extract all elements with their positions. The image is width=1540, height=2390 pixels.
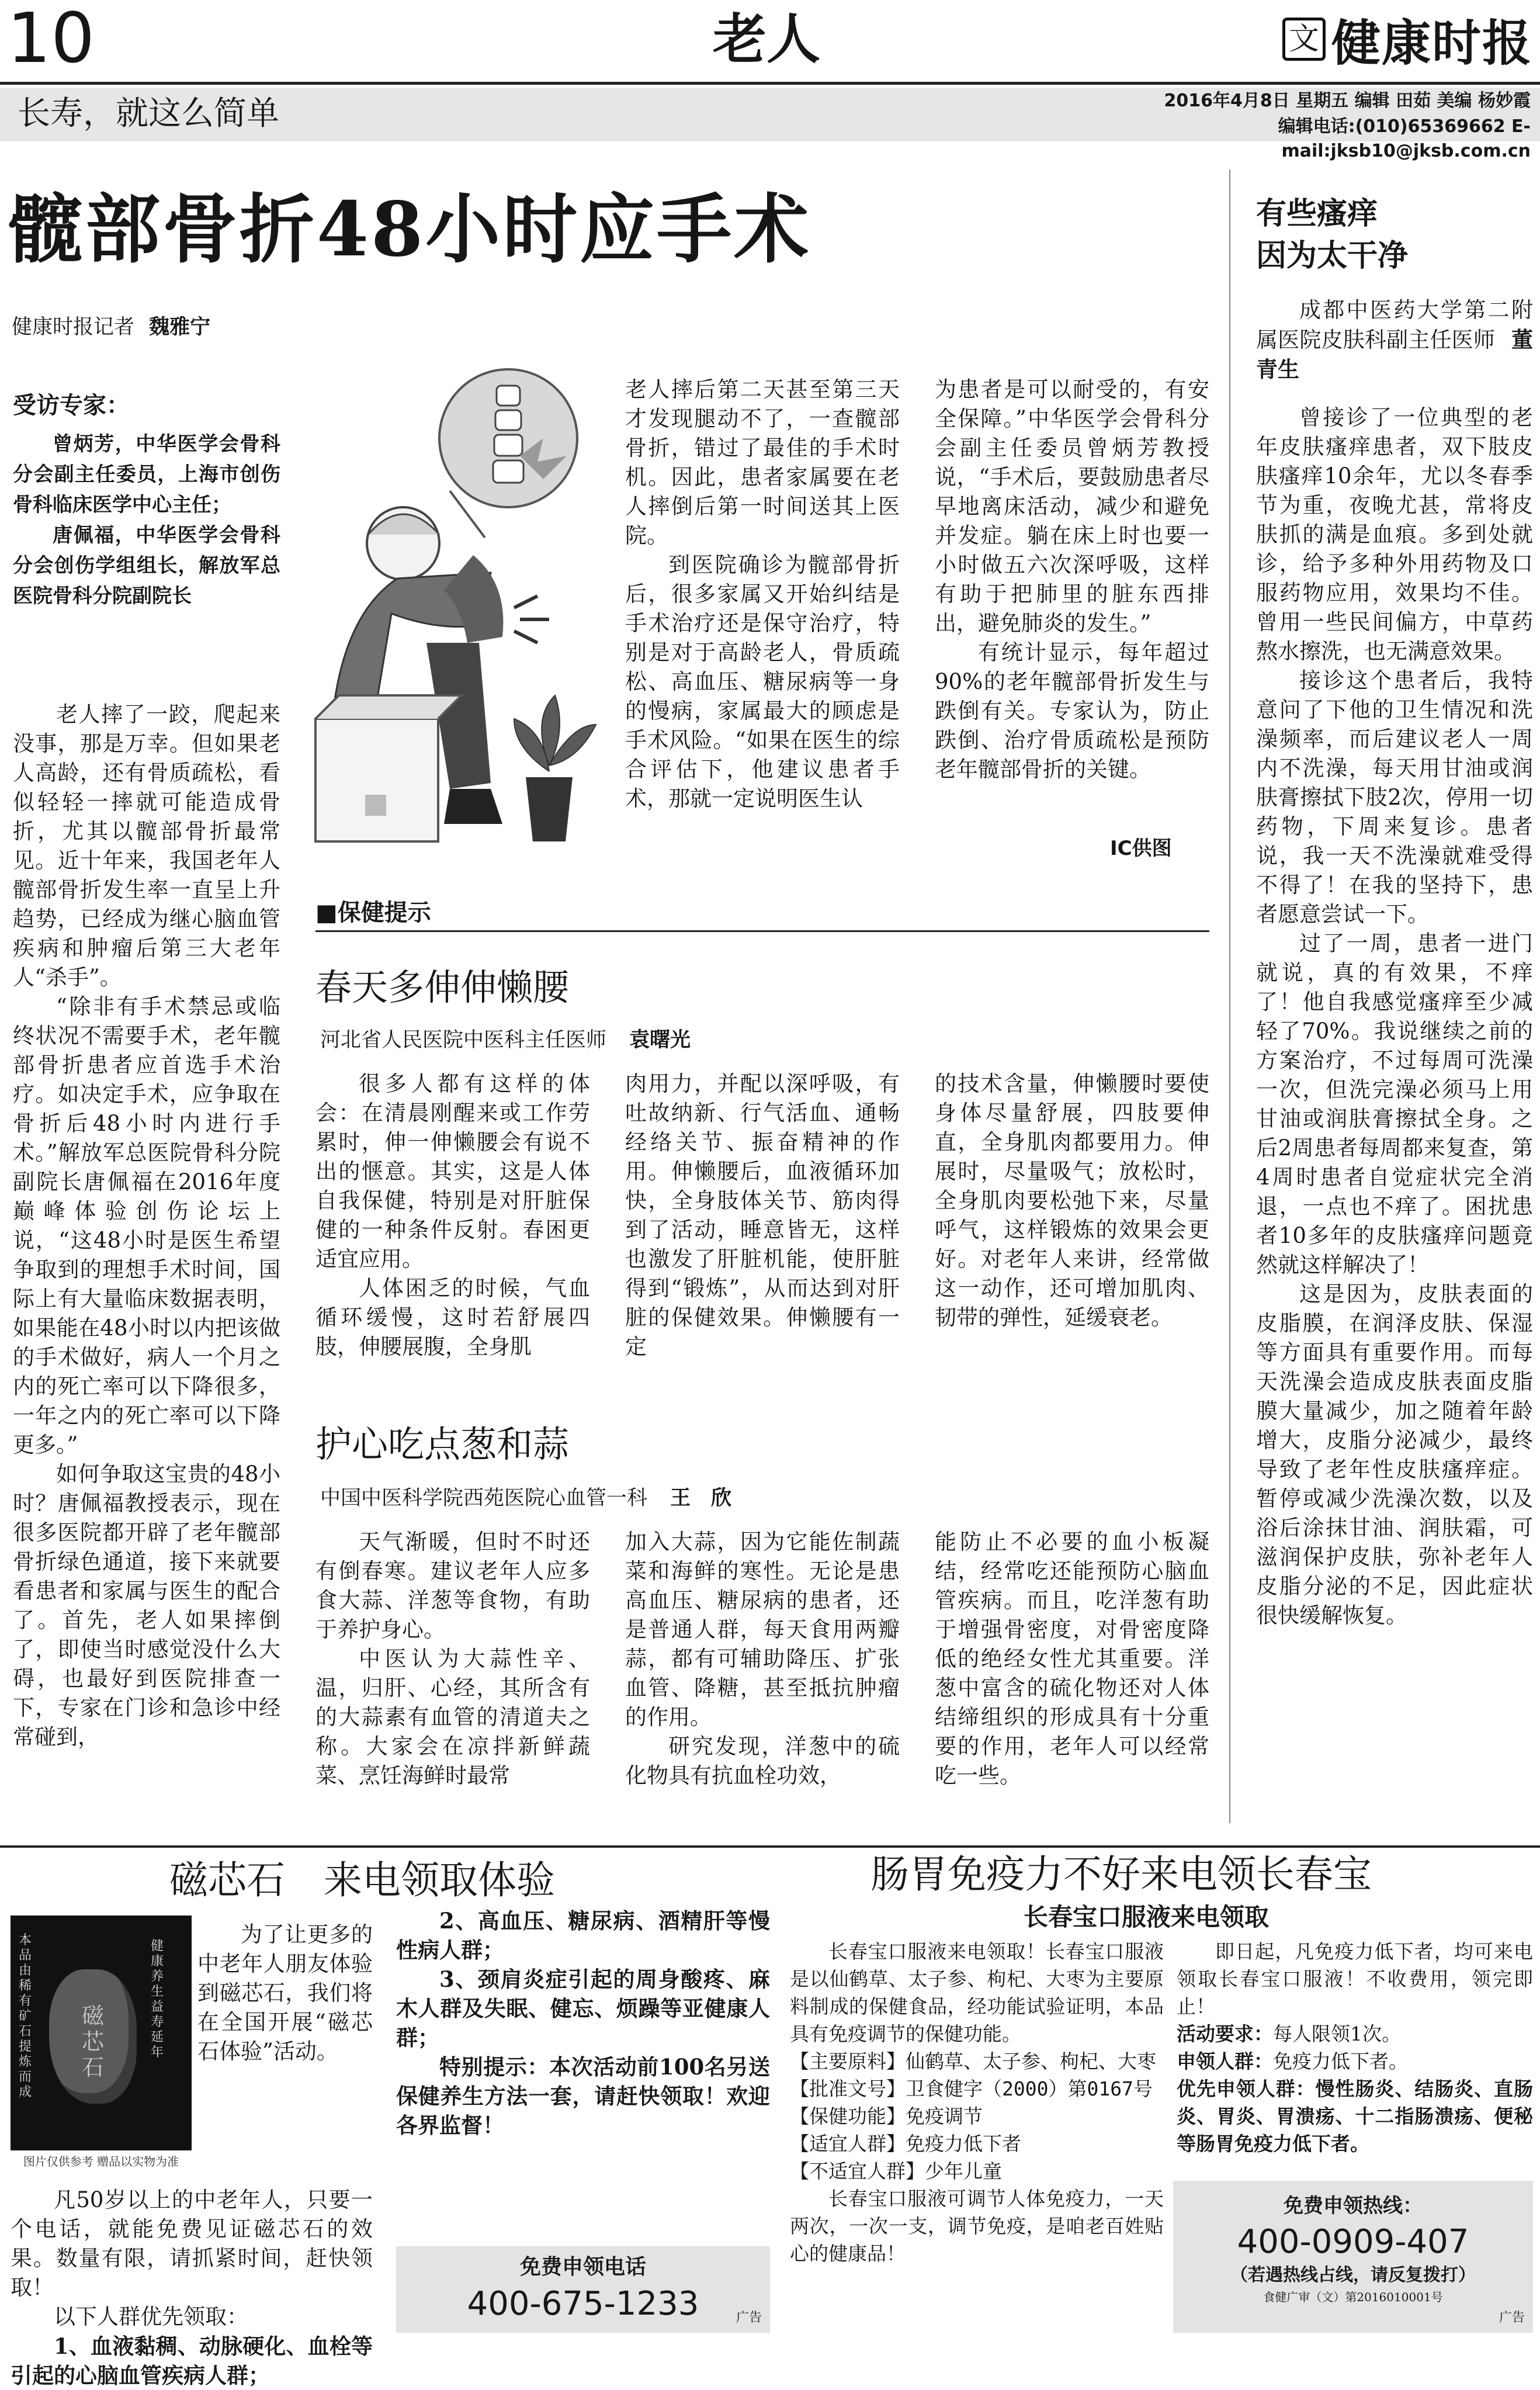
tip2-col1-p2: 中医认为大蒜性辛、温，归肝、心经，其所含有的大蒜素有血管的清道夫之称。大家会在凉拌新鲜蔬菜、烹饪海鲜时最常 — [315, 1646, 590, 1788]
main-col-1 — [13, 700, 280, 1752]
main-col1-p3: 如何争取这宝贵的48小时？唐佩福教授表示，现在很多医院都开辟了老年髋部骨折绿色通道，接下来就要看患者和家属与医生的配合了。首先，老人如果摔倒了，即使当时感觉没什么大碍，也最好到医院排查一下，专家在门诊和急诊中经常碰到， — [13, 1461, 280, 1750]
tip1-col3-p1: 的技术含量，伸懒腰时要使身体尽量舒展，四肢要伸直，全身肌肉都要用力。伸展时，尽量吸气；放松时，全身肌肉要松弛下来，尽量呼气，这样锻炼的效果会更好。对老年人来讲，经常做这一动作，还可增加肌肉、韧带的弹性，延缓衰老。 — [935, 1071, 1209, 1330]
ad-left-phone: 400-675-1233 — [467, 2285, 699, 2323]
ad-right-license: 食健广审（文）第2016010001号 — [1263, 2290, 1443, 2304]
article-illustration — [310, 368, 613, 877]
byline-label: 健康时报记者 — [12, 316, 135, 339]
tip2-col2-p2: 研究发现，洋葱中的硫化物具有抗血栓功效， — [625, 1734, 900, 1788]
section-title: 老人 — [713, 8, 821, 71]
ad-right-title: 肠胃免疫力不好来电领长春宝 — [870, 1852, 1372, 1897]
main-col3-p2: 到医院确诊为髋部骨折后，很多家属又开始纠结是手术治疗还是保守治疗，特别是对于高龄老人，骨质疏松、高血压、糖尿病等一身的慢病，家属最大的顾虑是手术风险。“如果在医生的综合评估下，他建议患者手术，那就一定说明医生认 — [625, 552, 900, 811]
byline-name: 魏雅宁 — [149, 316, 211, 339]
ad-right-crowd-label: 申领人群： — [1177, 2050, 1273, 2073]
side-title-line1: 有些瘙痒 — [1256, 196, 1378, 231]
ad-left-p3: 以下人群优先领取： — [54, 2304, 248, 2329]
ad-right-subtitle: 长春宝口服液来电领取 — [1024, 1903, 1270, 1931]
main-byline — [12, 311, 210, 340]
ad-right-req-label: 活动要求： — [1177, 2022, 1273, 2045]
tip1-author-label: 河北省人民医院中医科主任医师 — [320, 1028, 607, 1052]
ad-right-ad-mark: 广告 — [1499, 2311, 1525, 2325]
tip1-col-3 — [935, 1069, 1209, 1332]
ad-right-req-value: 每人限领1次。 — [1273, 2022, 1401, 2045]
side-author — [1256, 296, 1533, 385]
ad-right-right-p1: 即日起，凡免疫力低下者，均可来电领取长春宝口服液！不收费用，领完即止！ — [1177, 1940, 1533, 2018]
tip1-author-name: 袁曙光 — [629, 1028, 691, 1052]
ad-right-req — [1177, 2020, 1533, 2048]
expert-2: 唐佩福，中华医学会骨科分会创伤学组组长，解放军总医院骨科分院副院长 — [13, 524, 280, 608]
side-author-desc: 成都中医药大学第二附属医院皮肤科副主任医师 — [1256, 297, 1533, 352]
main-col3-p1: 老人摔后第二天甚至第三天才发现腿动不了，一查髋部骨折，错过了最佳的手术时机。因此，患者家属要在老人摔倒后第一时间送其上医院。 — [625, 377, 900, 548]
main-col4-p2: 有统计显示，每年超过90%的老年髋部骨折发生与跌倒有关。专家认为，防止跌倒、治疗骨质疏松是预防老年髋部骨折的关键。 — [935, 640, 1209, 782]
ad-right-spec1: 【主要原料】仙鹤草、太子参、枸杞、大枣 — [790, 2050, 1156, 2073]
ad-left-text-2 — [11, 2185, 373, 2390]
ad-right-spec5: 【不适宜人群】少年儿童 — [790, 2160, 1002, 2183]
side-p4: 这是因为，皮肤表面的皮脂膜，在润泽皮肤、保湿等方面具有重要作用。而每天洗澡会造成皮肤表面皮脂膜大量减少，加之随着年龄增大，皮脂分泌减少，最终导致了老年性皮肤瘙痒症。暂停或减少洗澡次数，以及浴后涂抹甘油、润肤霜，可滋润保护皮肤，弥补老年人皮脂分泌的不足，因此症状很快缓解恢复。 — [1256, 1281, 1533, 1628]
tip1-title: 春天多伸伸懒腰 — [315, 966, 570, 1009]
side-column-rule — [1229, 169, 1230, 1823]
ad-right-phone: 400-0909-407 — [1237, 2223, 1469, 2261]
tip2-byline — [320, 1482, 731, 1511]
ad-left-image-text3: 健康养生 益寿延年 — [151, 1939, 164, 2060]
ad-left-ad-mark: 广告 — [736, 2311, 762, 2325]
ad-right-priority: 优先申领人群：慢性肠炎、结肠炎、直肠炎、胃炎、胃溃疡、十二指肠溃疡、便秘等肠胃免疫力低下者。 — [1177, 2077, 1533, 2155]
ad-right-right-col — [1177, 1938, 1533, 2157]
expert-1: 曾炳芳，中华医学会骨科分会副主任委员，上海市创伤骨科临床医学中心主任； — [13, 432, 280, 517]
ad-left-phone-label: 免费申领电话 — [519, 2255, 646, 2279]
side-title-line2: 因为太干净 — [1256, 238, 1409, 273]
ad-left-p2: 凡50岁以上的中老年人，只要一个电话，就能免费见证磁芯石的效果。数量有限，请抓紧时间，赶快领取！ — [11, 2187, 373, 2300]
side-p1: 曾接诊了一位典型的老年皮肤瘙痒患者，双下肢皮肤瘙痒10余年，尤以冬春季节为重，夜晚尤甚，常将皮肤抓的满是血痕。多到处就诊，给予多种外用药物及口服药物应用，效果均不佳。曾用一些民间偏方，中草药熬水擦洗，也无满意效果。 — [1256, 405, 1533, 664]
tip2-author-name: 王 欣 — [670, 1487, 732, 1510]
ad-right-crowd — [1177, 2048, 1533, 2075]
header-rule — [0, 82, 1540, 85]
brand-mark-icon: 文 — [1282, 18, 1326, 61]
brand-name: 健康时报 — [1331, 13, 1533, 72]
tip1-byline — [320, 1024, 691, 1053]
main-col-4 — [935, 375, 1209, 784]
tip2-col-3 — [935, 1527, 1209, 1790]
ad-right-crowd-value: 免疫力低下者。 — [1273, 2050, 1408, 2073]
ad-right-phone-note: （若遇热线占线，请反复拨打） — [1230, 2265, 1476, 2285]
ad-right-spec2: 【批准文号】卫食健字（2000）第0167号 — [790, 2077, 1153, 2100]
ad-left-image-caption: 图片仅供参考 赠品以实物为准 — [11, 2150, 192, 2173]
experts-label: 受访专家： — [13, 392, 130, 419]
tip2-title: 护心吃点葱和蒜 — [315, 1423, 570, 1466]
brand-logo — [1282, 13, 1533, 72]
tagline: 长寿，就这么简单 — [18, 95, 279, 133]
tip1-col1-p1: 很多人都有这样的体会：在清晨刚醒来或工作劳累时，伸一伸懒腰会有说不出的惬意。其实，这是人体自我保健，特别是对肝脏保健的一种条件反射。春困更适宜应用。 — [315, 1071, 590, 1272]
contact-line: 编辑电话:(010)65369662 E-mail:jksb10@jksb.com.cn — [1278, 116, 1531, 161]
ad-right-p2: 长春宝口服液可调节人体免疫力，一天两次，一次一支，调节免疫，是咱老百姓贴心的健康品！ — [790, 2187, 1164, 2265]
elderly-back-pain-illustration — [310, 368, 613, 877]
ad-right-phone-box — [1173, 2181, 1533, 2333]
side-author-name: 董青生 — [1256, 327, 1534, 382]
ad-left-phone-box — [396, 2246, 770, 2333]
tip2-col1-p1: 天气渐暖，但时不时还有倒春寒。建议老年人应多食大蒜、洋葱等食物，有助于养护身心。 — [315, 1529, 590, 1642]
ad-left-text-1 — [197, 1920, 373, 2066]
main-col4-p1: 为患者是可以耐受的，有安全保障。”中华医学会骨科分会副主任委员曾炳芳教授说，“手术后，要鼓励患者尽早地离床活动，减少和避免并发症。躺在床上时也要一小时做五六次深呼吸，这样有助于把肺里的脏东西排出，避免肺炎的发生。” — [935, 377, 1209, 636]
tip2-col3-p1: 能防止不必要的血小板凝结，经常吃还能预防心脑血管疾病。而且，吃洋葱有助于增强骨密度，对骨密度降低的绝经女性尤其重要。洋葱中富含的硫化物还对人体结缔组织的形成具有十分重要的作用，老年人可以经常吃一些。 — [935, 1529, 1209, 1788]
health-tips-label: ■保健提示 — [315, 899, 431, 926]
tip2-col2-p1: 加入大蒜，因为它能佐制蔬菜和海鲜的寒性。无论是患高血压、糖尿病的患者，还是普通人群，每天食用两瓣蒜，都有可辅助降压、扩张血管、降糖，甚至抵抗肿瘤的作用。 — [625, 1529, 900, 1730]
tip1-col1-p2: 人体困乏的时候，气血循环缓慢，这时若舒展四肢，伸腰展腹，全身肌 — [315, 1276, 590, 1359]
ad-right-intro: 长春宝口服液来电领取！长春宝口服液是以仙鹤草、太子参、枸杞、大枣为主要原料制成的保健食品，经功能试验证明，本品具有免疫调节的保健功能。 — [790, 1940, 1164, 2045]
expert-list — [13, 429, 280, 611]
ad-right-left-col — [790, 1938, 1164, 2267]
ad-left-item2: 2、高血压、糖尿病、酒精肝等慢性病人群； — [396, 1908, 770, 1963]
tip1-col-2 — [625, 1069, 900, 1362]
image-credit: IC供图 — [1110, 837, 1172, 860]
tip1-col-1 — [315, 1069, 590, 1362]
side-p3: 过了一周，患者一进门就说，真的有效果，不痒了！他自我感觉瘙痒至少减轻了70%。我说继续之前的方案治疗，不过每周可洗澡一次，但洗完澡必须马上用甘油或润肤膏擦拭全身。之后2周患者每周都来复查，第4周时患者自觉症状完全消退，一点也不痒了。困扰患者10多年的皮肤瘙痒问题竟然就这样解决了！ — [1256, 931, 1533, 1277]
ad-right-phone-label: 免费申领热线： — [1284, 2194, 1423, 2218]
ad-left-intro: 为了让更多的中老年人朋友体验到磁芯石，我们将在全国开展“磁芯石体验”活动。 — [197, 1922, 373, 2064]
tip2-col-2 — [625, 1527, 900, 1790]
side-body — [1256, 403, 1533, 1630]
tip1-col2-p1: 肉用力，并配以深呼吸，有吐故纳新、行气活血、通畅经络关节、振奋精神的作用。伸懒腰后，血液循环加快，全身肢体关节、筋肉得到了活动，睡意皆无，这样也激发了肝脏机能，使肝脏得到“锻炼”，从而达到对肝脏的保健效果。伸懒腰有一定 — [625, 1071, 900, 1359]
tip2-col-1 — [315, 1527, 590, 1790]
ad-left-note: 特别提示：本次活动前100名另送保健养生方法一套，请赶快领取！欢迎各界监督！ — [396, 2054, 770, 2138]
health-tips-rule — [315, 930, 1209, 932]
ad-right-spec4: 【适宜人群】免疫力低下者 — [790, 2132, 1021, 2155]
date-line: 2016年4月8日 星期五 编辑 田茹 美编 杨妙霞 — [1164, 91, 1531, 111]
tip2-author-label: 中国中医科学院西苑医院心血管一科 — [320, 1487, 648, 1510]
ad-left-item1: 1、血液黏稠、动脉硬化、血栓等引起的心脑血管疾病人群； — [11, 2333, 373, 2388]
ad-left-stone-text: 磁芯石 — [81, 2003, 104, 2080]
side-p2: 接诊这个患者后，我特意问了下他的卫生情况和洗澡频率，而后建议老人一周内不洗澡，每天用甘油或润肤膏擦拭下肢2次，停用一切药物，下周来复诊。患者说，我一天不洗澡就难受得不得了！在我的坚持下，患者愿意尝试一下。 — [1256, 668, 1533, 927]
ad-left-text-3 — [396, 1906, 770, 2140]
ad-left-image-text2: 本品由稀有矿石提炼而成 — [19, 1933, 32, 2100]
page-number: 10 — [7, 0, 95, 78]
ad-right-spec3: 【保健功能】免疫调节 — [790, 2105, 983, 2128]
main-col1-p1: 老人摔了一跤，爬起来没事，那是万幸。但如果老人高龄，还有骨质疏松，看似轻轻一摔就可能造成骨折，尤其以髋部骨折最常见。近十年来，我国老年人髋部骨折发生率一直呈上升趋势，已经成为继心脑血管疾病和肿瘤后第三大老年人“杀手”。 — [13, 702, 280, 990]
main-col-3 — [625, 375, 900, 813]
ad-left-image — [11, 1916, 192, 2173]
main-col1-p2: “除非有手术禁忌或临终状况不需要手术，老年髋部骨折患者应首选手术治疗。如决定手术，应争取在骨折后48小时内进行手术。”解放军总医院骨科分院副院长唐佩福在2016年度巅峰体验创伤论坛上说，“这48小时是医生希望争取到的理想手术时间，国际上有大量临床数据表明，如果能在48小时以内把该做的手术做好，病人一个月之内的死亡率可以下降很多，一年之内的死亡率可以下降更多。” — [13, 994, 280, 1457]
ads-top-rule — [0, 1845, 1540, 1848]
ad-left-title: 磁芯石 来电领取体验 — [169, 1858, 555, 1903]
side-title — [1256, 193, 1408, 277]
ad-left-item3: 3、颈肩炎症引起的周身酸疼、麻木人群及失眠、健忘、烦躁等亚健康人群； — [396, 1966, 770, 2050]
main-headline: 髋部骨折48小时应手术 — [8, 186, 811, 273]
